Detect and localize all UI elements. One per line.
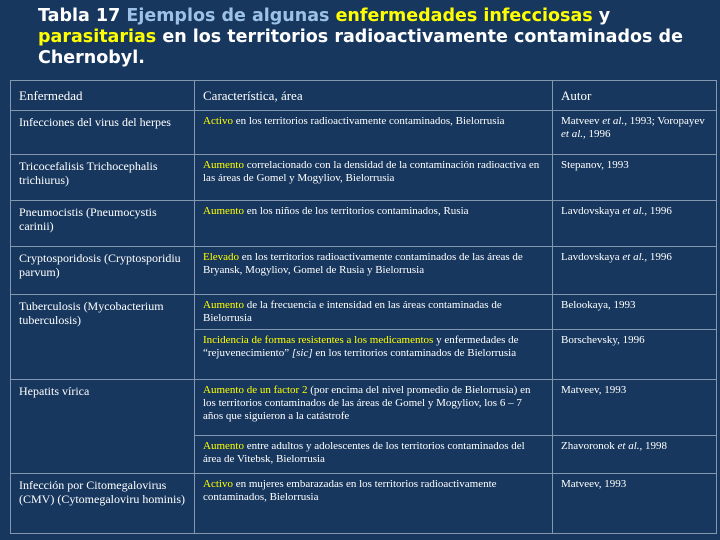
disease-cell: Tuberculosis (Mycobacterium tuberculosis) bbox=[11, 295, 195, 380]
description-cell bbox=[195, 155, 553, 201]
header-caracteristica: Característica, área bbox=[195, 81, 553, 111]
disease-cell: Infección por Citomegalovirus (CMV) (Cytomegaloviru hominis) bbox=[11, 474, 195, 534]
description-cell bbox=[195, 380, 553, 436]
author-text: Matveev bbox=[561, 115, 603, 127]
table-row bbox=[11, 111, 717, 155]
description-cell bbox=[195, 330, 553, 380]
author-cell bbox=[553, 436, 717, 474]
author-cell: Stepanov, 1993 bbox=[553, 155, 717, 201]
description-cell bbox=[195, 295, 553, 330]
description-text: en mujeres embarazadas en los territorios radioactivamente contaminados, Bielorrusia bbox=[203, 478, 497, 503]
table-row bbox=[11, 295, 717, 330]
title-part-rest: en los territorios radioactivamente contaminados de Chernobyl. bbox=[38, 27, 683, 68]
description-cell bbox=[195, 111, 553, 155]
author-cell bbox=[553, 111, 717, 155]
title-part-y: y bbox=[598, 6, 611, 26]
highlight-term: Incidencia de formas resistentes a los medicamentos bbox=[203, 334, 434, 346]
author-text: 1996 bbox=[647, 205, 672, 217]
author-cell bbox=[553, 201, 717, 247]
description-cell bbox=[195, 436, 553, 474]
description-cell bbox=[195, 474, 553, 534]
et-al-text: et al., bbox=[622, 251, 648, 263]
highlight-term: Elevado bbox=[203, 251, 240, 263]
header-enfermedad: Enfermedad bbox=[11, 81, 195, 111]
title-part-tabla: Tabla 17 bbox=[38, 6, 121, 26]
highlight-term: Aumento bbox=[203, 159, 244, 171]
disease-cell: Pneumocistis (Pneumocystis carinii) bbox=[11, 201, 195, 247]
disease-cell: Hepatits vírica bbox=[11, 380, 195, 474]
et-al-text: et al., bbox=[602, 115, 627, 127]
table-row bbox=[11, 380, 717, 436]
title-part-ejemplos: Ejemplos de algunas bbox=[126, 6, 330, 26]
highlight-term: Activo bbox=[203, 478, 233, 490]
author-text: 1996 bbox=[647, 251, 672, 263]
diseases-table bbox=[10, 80, 717, 534]
highlight-term: Aumento de un factor 2 bbox=[203, 384, 308, 396]
slide-title bbox=[38, 6, 708, 69]
description-cell bbox=[195, 201, 553, 247]
highlight-term: Aumento bbox=[203, 440, 244, 452]
sic-text: [sic] bbox=[291, 347, 313, 359]
author-cell: Matveev, 1993 bbox=[553, 474, 717, 534]
author-cell: Matveev, 1993 bbox=[553, 380, 717, 436]
et-al-text: et al., bbox=[561, 128, 586, 140]
header-autor: Autor bbox=[553, 81, 717, 111]
description-text: en los territorios contaminados de Bielorrusia bbox=[312, 347, 517, 359]
description-text: entre adultos y adolescentes de los territorios contaminados del área de Vitebsk, Bielorrusia bbox=[203, 440, 525, 465]
description-cell bbox=[195, 247, 553, 295]
disease-cell: Cryptosporidosis (Cryptosporidiu parvum) bbox=[11, 247, 195, 295]
description-text: correlacionado con la densidad de la contaminación radioactiva en las áreas de Gomel y Mogyliov, Bielorrusia bbox=[203, 159, 540, 184]
et-al-text: et al., bbox=[622, 205, 648, 217]
table-row bbox=[11, 201, 717, 247]
description-text: en los territorios radioactivamente contaminados, Bielorrusia bbox=[232, 115, 505, 127]
disease-cell: Infecciones del virus del herpes bbox=[11, 111, 195, 155]
table-header-row bbox=[11, 81, 717, 111]
author-text: 1996 bbox=[585, 128, 611, 140]
author-text: Lavdovskaya bbox=[561, 251, 623, 263]
highlight-term: Aumento bbox=[203, 299, 244, 311]
description-text: (por encima del nivel promedio de Bielorrusia) en los territorios contaminados de las áreas de Gomel y Mogyliov, los 6 – 7 años que siguieron a la catástrofe bbox=[203, 384, 531, 422]
author-text: Lavdovskaya bbox=[561, 205, 623, 217]
title-part-parasitarias: parasitarias bbox=[38, 27, 157, 47]
author-text: Zhavoronok bbox=[561, 440, 618, 452]
disease-cell: Tricocefalisis Trichocephalis trichiurus) bbox=[11, 155, 195, 201]
title-part-enfermedades: enfermedades infecciosas bbox=[335, 6, 593, 26]
author-cell: Belookaya, 1993 bbox=[553, 295, 717, 330]
author-cell bbox=[553, 247, 717, 295]
description-text: en los niños de los territorios contaminados, Rusia bbox=[243, 205, 469, 217]
author-text: 1998 bbox=[642, 440, 668, 452]
description-text: de la frecuencia e intensidad en las áreas contaminadas de Bielorrusia bbox=[203, 299, 502, 324]
description-text: y enfermedades de “rejuvenecimiento” bbox=[203, 334, 519, 359]
highlight-term: Activo bbox=[203, 115, 233, 127]
table-row bbox=[11, 155, 717, 201]
author-text: 1993; Voropayev bbox=[626, 115, 705, 127]
author-cell: Borschevsky, 1996 bbox=[553, 330, 717, 380]
highlight-term: Aumento bbox=[203, 205, 244, 217]
table-row bbox=[11, 247, 717, 295]
description-text: en los territorios radioactivamente contaminados de las áreas de Bryansk, Mogyliov, Gomel de Rusia y Bielorrusia bbox=[203, 251, 523, 276]
table-row bbox=[11, 474, 717, 534]
et-al-text: et al., bbox=[617, 440, 643, 452]
